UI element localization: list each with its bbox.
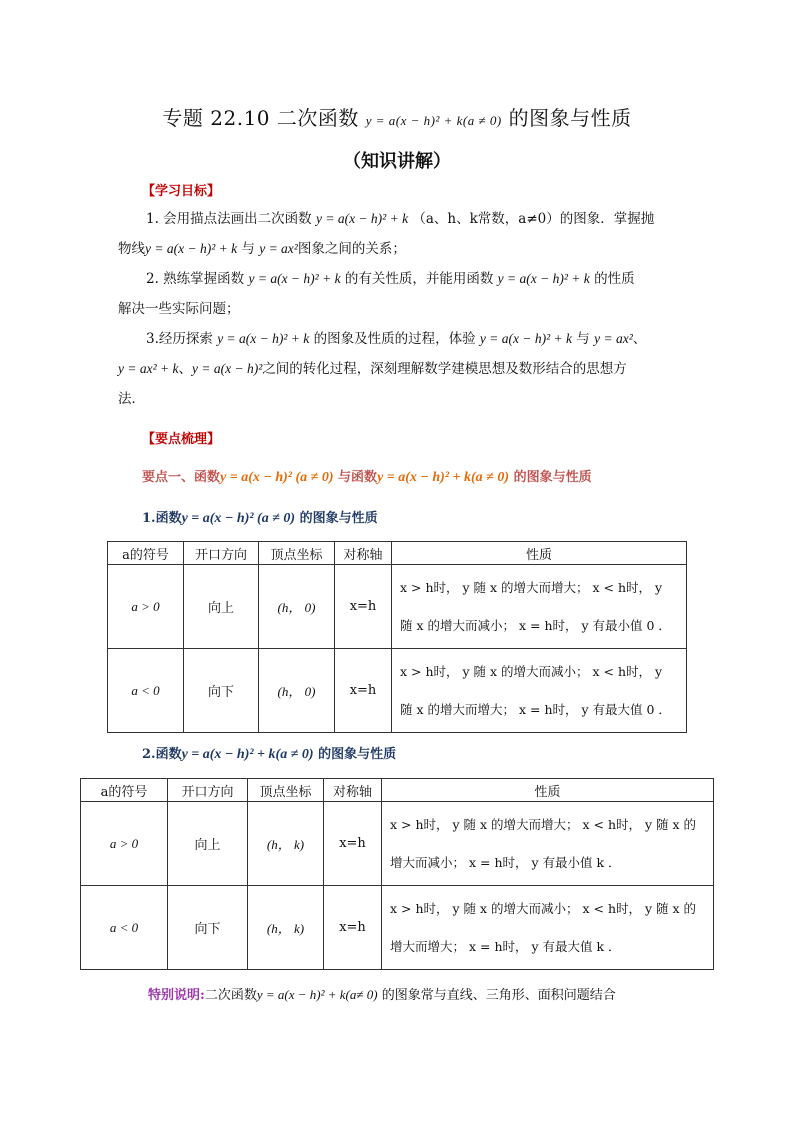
table-row	[108, 565, 687, 649]
keypoint-1-heading: 要点一、函数y = a(x − h)² (a ≠ 0) 与函数y = a(x − h)² + k(a ≠ 0) 的图象与性质	[142, 470, 592, 485]
note-label: 特别说明:	[148, 988, 205, 1003]
document-subtitle: （知识讲解）	[343, 151, 451, 172]
document-title	[0, 102, 794, 131]
cell-sign: a > 0	[81, 802, 168, 886]
header-sign: a的符号	[81, 779, 168, 802]
header-direction: 开口方向	[184, 542, 259, 565]
cell-sign: a < 0	[108, 649, 184, 733]
cell-vertex: (h， 0)	[259, 565, 335, 649]
goal-3-line-1: 3.经历探索 y = a(x − h)² + k 的图象及性质的过程，体验 y = a(x − h)² + k 与 y = ax²、	[146, 331, 647, 347]
header-vertex: 顶点坐标	[259, 542, 335, 565]
cell-vertex: (h， k)	[248, 886, 324, 970]
cell-direction: 向上	[168, 802, 248, 886]
cell-property: x > h时， y 随 x 的增大而增大； x < h时， y 随 x 的增大而减小； x = h时， y 有最小值 0 ．	[392, 565, 687, 649]
title-prefix: 专题 22.10 二次函数	[162, 106, 359, 130]
cell-property: x > h时， y 随 x 的增大而减小； x < h时， y 随 x 的增大而增大； x = h时， y 有最大值 0 ．	[392, 649, 687, 733]
table-row	[81, 802, 714, 886]
cell-property: x > h时， y 随 x 的增大而增大； x < h时， y 随 x 的 增大而减小； x = h时， y 有最小值 k ．	[382, 802, 714, 886]
table1-heading: 1.函数y = a(x − h)² (a ≠ 0) 的图象与性质	[142, 511, 378, 526]
goal-3-line-3: 法．	[118, 391, 145, 407]
table-header-row	[81, 779, 714, 802]
table-header-row	[108, 542, 687, 565]
cell-direction: 向上	[184, 565, 259, 649]
cell-sign: a < 0	[81, 886, 168, 970]
cell-property: x > h时， y 随 x 的增大而减小； x < h时， y 随 x 的 增大而增大； x = h时， y 有最大值 k ．	[382, 886, 714, 970]
cell-direction: 向下	[184, 649, 259, 733]
cell-axis: x=h	[335, 649, 392, 733]
cell-vertex: (h， 0)	[259, 649, 335, 733]
header-vertex: 顶点坐标	[248, 779, 324, 802]
goals-heading: 【学习目标】	[142, 184, 221, 199]
goal-2-line-2: 解决一些实际问题；	[118, 301, 240, 317]
table-row	[81, 886, 714, 970]
cell-sign: a > 0	[108, 565, 184, 649]
goals-body	[118, 204, 678, 414]
goal-3-line-2: y = ax² + k、y = a(x − h)²之间的转化过程，深刻理解数学建模思想及数形结合的思想方	[118, 361, 627, 377]
cell-axis: x=h	[324, 886, 382, 970]
goal-1-line-1: 1. 会用描点法画出二次函数 y = a(x − h)² + k （a、h、k常数，a≠0）的图象．掌握抛	[146, 211, 655, 227]
cell-axis: x=h	[324, 802, 382, 886]
header-direction: 开口方向	[168, 779, 248, 802]
goal-2-line-1: 2. 熟练掌握函数 y = a(x − h)² + k 的有关性质，并能用函数 y = a(x − h)² + k 的性质	[146, 271, 635, 287]
header-axis: 对称轴	[324, 779, 382, 802]
title-formula: y = a(x − h)² + k(a ≠ 0)	[365, 113, 502, 128]
table-row	[108, 649, 687, 733]
title-suffix: 的图象与性质	[508, 106, 632, 130]
header-sign: a的符号	[108, 542, 184, 565]
properties-table-2	[80, 778, 714, 970]
properties-table-1	[107, 541, 687, 733]
keypoints-heading: 【要点梳理】	[142, 432, 221, 447]
cell-vertex: (h， k)	[248, 802, 324, 886]
header-property: 性质	[392, 542, 687, 565]
header-axis: 对称轴	[335, 542, 392, 565]
header-property: 性质	[382, 779, 714, 802]
table2-heading: 2.函数y = a(x − h)² + k(a ≠ 0) 的图象与性质	[142, 747, 397, 762]
special-note: 特别说明:二次函数y = a(x − h)² + k(a≠ 0) 的图象常与直线、三角形、面积问题结合	[148, 987, 616, 1003]
cell-direction: 向下	[168, 886, 248, 970]
cell-axis: x=h	[335, 565, 392, 649]
goal-1-line-2: 物线y = a(x − h)² + k 与 y = ax²图象之间的关系；	[118, 241, 406, 257]
